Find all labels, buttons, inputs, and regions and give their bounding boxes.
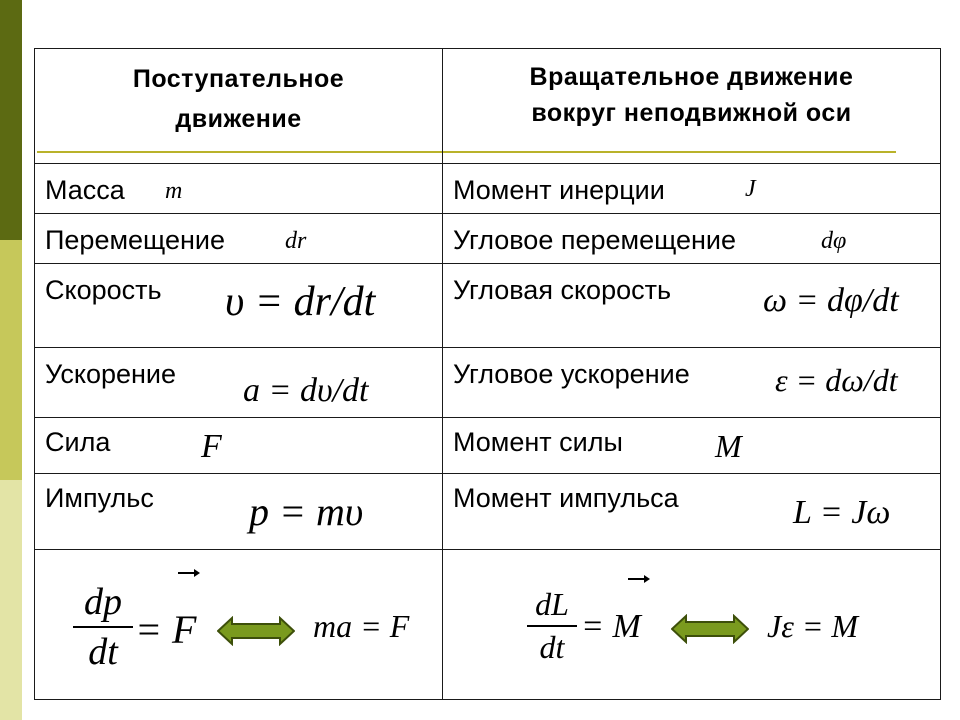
label-angular-momentum: Момент импульса [453,483,679,513]
law-right-rhs: = M [581,608,641,645]
formula-force: F [201,428,222,465]
law-left-rhs: = F [135,607,197,652]
comparison-table [34,48,941,700]
vector-arrow-icon [177,568,201,578]
formula-momentum: p = mυ [249,489,364,534]
formula-velocity: υ = dr/dt [225,279,376,325]
label-angular-acceleration: Угловое ускорение [453,359,690,389]
header-left-line2: движение [175,105,302,133]
row-displacement-right [443,214,941,264]
fraction-dL-dt [527,586,577,666]
double-arrow-icon [671,614,749,644]
label-acceleration: Ускорение [45,359,177,389]
row-force-left [35,418,443,474]
label-momentum: Импульс [45,483,154,513]
fraction-den-dt: dt [539,629,565,665]
row-velocity-right [443,264,941,348]
header-translational [35,49,443,164]
formula-moment-of-inertia: J [745,176,756,202]
label-mass: Масса [45,175,125,205]
label-force: Сила [45,427,111,457]
formula-angular-displacement: dφ [821,228,847,254]
formula-angular-acceleration: ε = dω/dt [775,362,898,398]
label-velocity: Скорость [45,275,162,305]
formula-acceleration: a = dυ/dt [243,372,369,409]
row-mass-left [35,164,443,214]
row-mass-right [443,164,941,214]
header-right-line1: Вращательное движение [529,63,854,91]
header-right-line2: вокруг неподвижной оси [531,99,852,127]
row-acceleration-left [35,348,443,418]
row-velocity-left [35,264,443,348]
header-left-line1: Поступательное [132,65,345,93]
decor-strip-bottom [0,480,22,720]
fraction-den-dt: dt [88,631,118,673]
law-left-equivalent: ma = F [313,608,410,644]
fraction-num-dL: dL [535,586,569,622]
row-law-right [443,550,941,700]
row-momentum-left [35,474,443,550]
fraction-dp-dt [73,580,133,674]
formula-mass: m [165,178,183,204]
header-underline-right [443,151,896,153]
law-right-equivalent: Jε = M [767,608,859,644]
decor-strip-top [0,0,22,240]
fraction-bar [527,625,577,627]
row-acceleration-right [443,348,941,418]
decor-strip-middle [0,240,22,480]
double-arrow-icon [217,616,295,646]
row-momentum-right [443,474,941,550]
label-angular-velocity: Угловая скорость [453,275,672,305]
formula-displacement: dr [285,228,307,254]
label-torque: Момент силы [453,427,623,457]
row-displacement-left [35,214,443,264]
formula-torque: M [715,428,742,464]
formula-angular-velocity: ω = dφ/dt [763,282,899,319]
header-rotational [443,49,941,164]
label-displacement: Перемещение [45,225,225,255]
vector-arrow-icon [627,574,651,584]
formula-angular-momentum: L = Jω [793,494,891,531]
header-underline-left [37,151,442,153]
row-law-left [35,550,443,700]
row-force-right [443,418,941,474]
label-moment-of-inertia: Момент инерции [453,175,665,205]
fraction-num-dp: dp [84,581,122,623]
fraction-bar [73,626,133,628]
label-angular-displacement: Угловое перемещение [453,225,737,255]
